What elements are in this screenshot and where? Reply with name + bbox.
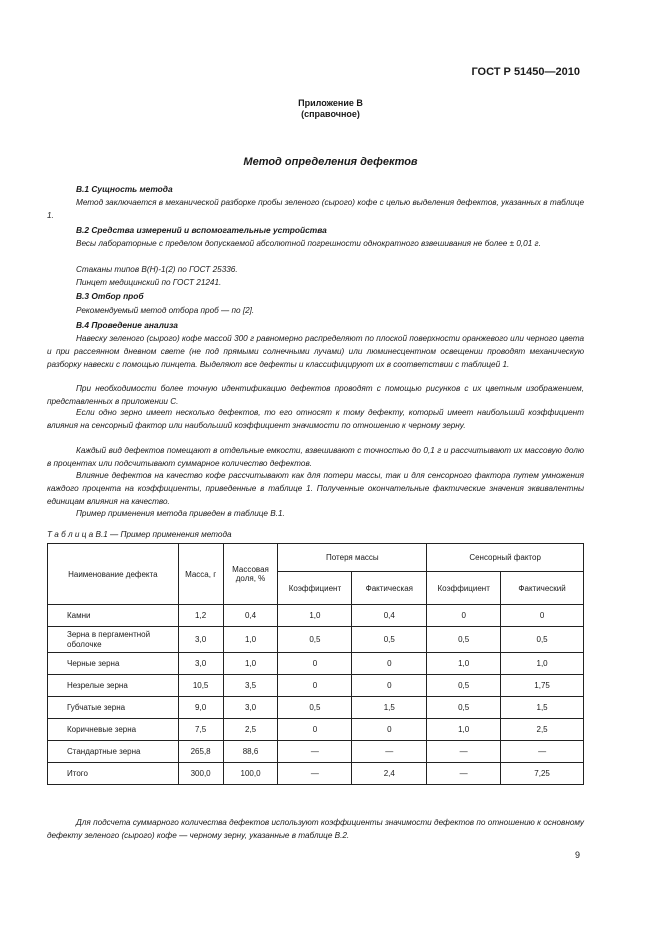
document-header: ГОСТ Р 51450—2010 <box>471 66 580 78</box>
cell-mass: 10,5 <box>178 675 223 697</box>
table-row <box>48 605 584 627</box>
header-sensory-coefficient: Коэффициент <box>427 572 501 605</box>
footer-paragraph: Для подсчета суммарного количества дефектов используют коэффициенты значимости дефектов по отношению к основному дефекту зеленого (сырого) кофе — черному зерну, указанные в таблице В.2. <box>47 818 584 840</box>
header-sensory-actual: Фактический <box>501 572 584 605</box>
cell-share: 1,0 <box>223 627 278 653</box>
cell-sensory-coefficient: 0,5 <box>427 627 501 653</box>
table-caption: Т а б л и ц а В.1 — Пример применения метода <box>47 530 232 539</box>
cell-share: 3,5 <box>223 675 278 697</box>
cell-mass: 265,8 <box>178 741 223 763</box>
cell-sensory-coefficient: 0 <box>427 605 501 627</box>
cell-loss-actual: — <box>352 741 427 763</box>
cell-sensory-coefficient: — <box>427 741 501 763</box>
cell-loss-coefficient: — <box>278 741 352 763</box>
section-heading-b4: В.4 Проведение анализа <box>76 320 178 330</box>
cell-sensory-coefficient: — <box>427 763 501 785</box>
cell-sensory-coefficient: 1,0 <box>427 653 501 675</box>
cell-share: 0,4 <box>223 605 278 627</box>
cell-share: 100,0 <box>223 763 278 785</box>
cell-name: Черные зерна <box>48 653 179 675</box>
cell-mass: 9,0 <box>178 697 223 719</box>
cell-name: Зерна в пергаментной оболочке <box>48 627 179 653</box>
header-mass-loss: Потеря массы <box>278 544 427 572</box>
cell-loss-actual: 0 <box>352 675 427 697</box>
table-row <box>48 741 584 763</box>
paragraph-b4-1: Навеску зеленого (сырого) кофе массой 300 г равномерно распределяют по плоской поверхности оранжевого или черного цвета и при рассеянном дневном свете (не под прямыми солнечными лучами) или люминесцентном освещении проводят механическую разборку навески с помощью пинцета. Выделяют все дефекты и классифицируют их в соответствии с таблицей 1. <box>47 334 584 369</box>
cell-sensory-coefficient: 0,5 <box>427 697 501 719</box>
cell-sensory-actual: 0,5 <box>501 627 584 653</box>
cell-sensory-actual: 7,25 <box>501 763 584 785</box>
cell-loss-coefficient: 0 <box>278 675 352 697</box>
paragraph-b4-2: При необходимости более точную идентификацию дефектов проводят с помощью рисунков с их цветным изображением, представленных в приложении С. <box>47 384 584 406</box>
appendix-label: Приложение В <box>298 98 363 108</box>
cell-loss-actual: 0 <box>352 719 427 741</box>
paragraph-b3: Рекомендуемый метод отбора проб — по [2]. <box>76 306 255 315</box>
table-row <box>48 697 584 719</box>
cell-name: Губчатые зерна <box>48 697 179 719</box>
header-share: Массовая доля, % <box>223 544 278 605</box>
cell-loss-coefficient: 0,5 <box>278 697 352 719</box>
cell-mass: 1,2 <box>178 605 223 627</box>
cell-name: Камни <box>48 605 179 627</box>
cell-loss-coefficient: 0,5 <box>278 627 352 653</box>
header-loss-actual: Фактическая <box>352 572 427 605</box>
paragraph-b1: Метод заключается в механической разборке пробы зеленого (сырого) кофе с целью выделения дефектов, указанных в таблице 1. <box>47 198 584 220</box>
table-row <box>48 763 584 785</box>
section-heading-b3: В.3 Отбор проб <box>76 291 144 301</box>
cell-mass: 3,0 <box>178 653 223 675</box>
cell-sensory-actual: 0 <box>501 605 584 627</box>
cell-share: 2,5 <box>223 719 278 741</box>
cell-sensory-coefficient: 1,0 <box>427 719 501 741</box>
cell-sensory-actual: 1,0 <box>501 653 584 675</box>
cell-share: 1,0 <box>223 653 278 675</box>
cell-mass: 3,0 <box>178 627 223 653</box>
appendix-title: Метод определения дефектов <box>243 156 418 168</box>
cell-mass: 300,0 <box>178 763 223 785</box>
cell-loss-coefficient: — <box>278 763 352 785</box>
cell-loss-coefficient: 0 <box>278 653 352 675</box>
cell-name: Коричневые зерна <box>48 719 179 741</box>
paragraph-b4-5: Влияние дефектов на качество кофе рассчитывают как для потери массы, так и для сенсорного фактора путем умножения каждого процента на коэффициенты, приведенные в таблице 1. Полученные окончательные фактические значения эквивалентны единицам влияния на качество. <box>47 471 584 506</box>
paragraph-b4-4: Каждый вид дефектов помещают в отдельные емкости, взвешивают с точностью до 0,1 г и рассчитывают их массовую долю в процентах или подсчитывают суммарное количество дефектов. <box>47 446 584 468</box>
cell-sensory-actual: 2,5 <box>501 719 584 741</box>
header-loss-coefficient: Коэффициент <box>278 572 352 605</box>
paragraph-b4-3: Если одно зерно имеет несколько дефектов, то его относят к тому дефекту, который имеет наибольший коэффициент влияния на сенсорный фактор или наибольший коэффициент значимости по отношению к черному зерну. <box>47 408 584 430</box>
cell-share: 88,6 <box>223 741 278 763</box>
cell-loss-coefficient: 1,0 <box>278 605 352 627</box>
paragraph-b2-2: Стаканы типов В(Н)-1(2) по ГОСТ 25336. <box>76 265 238 274</box>
table-row <box>48 653 584 675</box>
appendix-type: (справочное) <box>301 109 360 119</box>
cell-sensory-actual: — <box>501 741 584 763</box>
cell-loss-actual: 1,5 <box>352 697 427 719</box>
cell-sensory-coefficient: 0,5 <box>427 675 501 697</box>
cell-name: Стандартные зерна <box>48 741 179 763</box>
cell-loss-actual: 0 <box>352 653 427 675</box>
section-heading-b2: В.2 Средства измерений и вспомогательные устройства <box>76 225 327 235</box>
header-name: Наименование дефекта <box>48 544 179 605</box>
paragraph-b2-3: Пинцет медицинский по ГОСТ 21241. <box>76 278 222 287</box>
paragraph-b2-1: Весы лабораторные с пределом допускаемой абсолютной погрешности однократного взвешивания не более ± 0,01 г. <box>76 239 541 248</box>
cell-loss-actual: 2,4 <box>352 763 427 785</box>
cell-mass: 7,5 <box>178 719 223 741</box>
cell-sensory-actual: 1,75 <box>501 675 584 697</box>
page-number: 9 <box>574 850 580 860</box>
cell-sensory-actual: 1,5 <box>501 697 584 719</box>
cell-share: 3,0 <box>223 697 278 719</box>
cell-loss-coefficient: 0 <box>278 719 352 741</box>
cell-name: Итого <box>48 763 179 785</box>
cell-loss-actual: 0,5 <box>352 627 427 653</box>
paragraph-b4-6: Пример применения метода приведен в таблице В.1. <box>76 509 285 518</box>
cell-loss-actual: 0,4 <box>352 605 427 627</box>
table-row <box>48 627 584 653</box>
table-row <box>48 719 584 741</box>
section-heading-b1: В.1 Сущность метода <box>76 184 173 194</box>
header-mass: Масса, г <box>178 544 223 605</box>
defects-table <box>47 543 584 785</box>
header-sensory-factor: Сенсорный фактор <box>427 544 584 572</box>
cell-name: Незрелые зерна <box>48 675 179 697</box>
table-row <box>48 675 584 697</box>
